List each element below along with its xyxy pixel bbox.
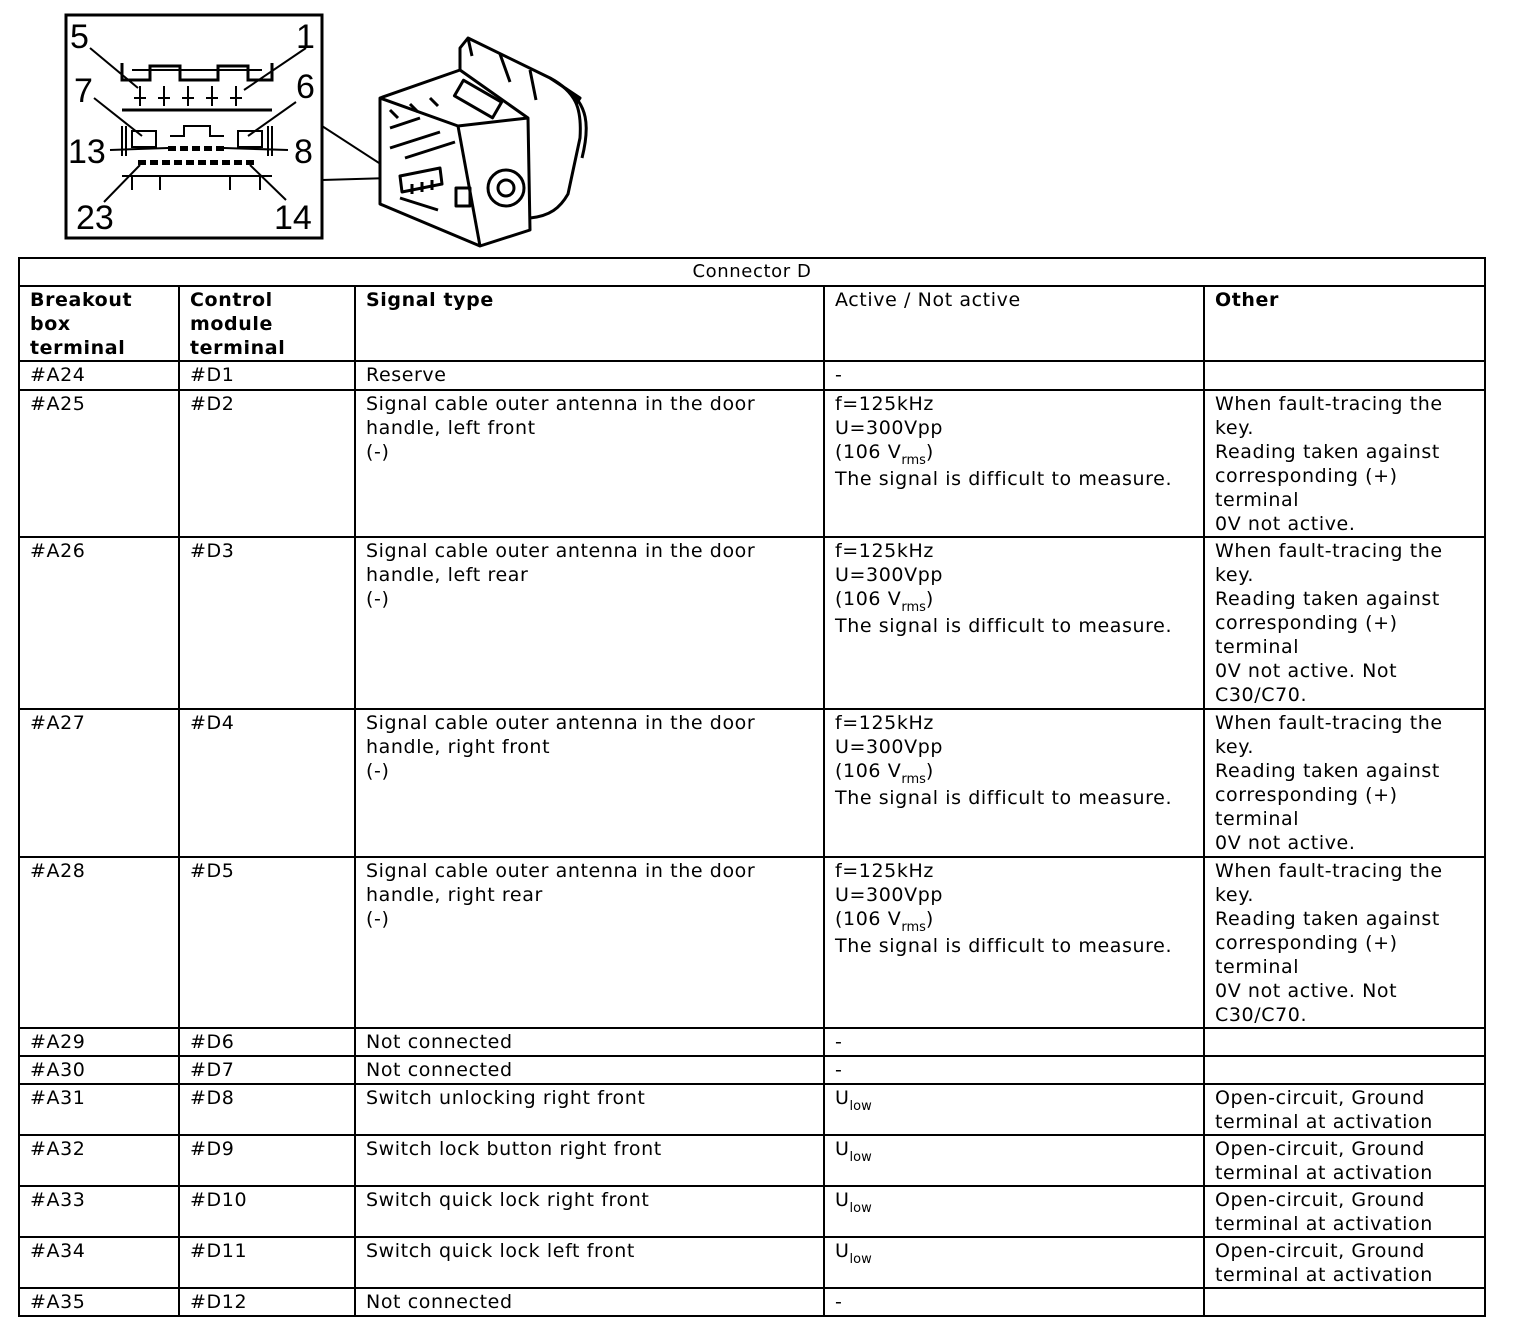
cell-breakout-terminal: #A30 [19, 1056, 179, 1084]
cell-control-terminal: #D8 [179, 1084, 355, 1135]
rms-subscript: rms [901, 920, 926, 935]
cell-signal-type: Not connected [355, 1028, 824, 1056]
cell-breakout-terminal: #A28 [19, 857, 179, 1028]
cell-active-not-active [824, 537, 1204, 709]
cell-control-terminal: #D9 [179, 1135, 355, 1186]
pin-label-5: 5 [70, 18, 89, 56]
u-symbol: U [835, 1189, 850, 1211]
connector-d-table [18, 257, 1486, 1317]
connector-3d-drawing [380, 38, 586, 246]
cell-active-not-active [824, 857, 1204, 1028]
cell-control-terminal: #D12 [179, 1288, 355, 1316]
rms-value: (106 V [835, 908, 902, 930]
cell-other: Open-circuit, Ground terminal at activation [1204, 1084, 1485, 1135]
u-subscript: low [849, 1099, 872, 1114]
cell-other: When fault-tracing the key. Reading taken against corresponding (+) terminal 0V not active. [1204, 390, 1485, 537]
cell-breakout-terminal: #A24 [19, 361, 179, 390]
cell-other: When fault-tracing the key. Reading taken against corresponding (+) terminal 0V not active. Not C30/C70. [1204, 857, 1485, 1028]
cell-control-terminal: #D6 [179, 1028, 355, 1056]
frequency-value: f=125kHz [835, 712, 934, 734]
cell-breakout-terminal: #A31 [19, 1084, 179, 1135]
voltage-value: U=300Vpp [835, 564, 944, 586]
cell-control-terminal: #D10 [179, 1186, 355, 1237]
cell-other: When fault-tracing the key. Reading taken against corresponding (+) terminal 0V not active. [1204, 709, 1485, 857]
pin-label-13: 13 [68, 133, 106, 171]
table-row [19, 1028, 1485, 1056]
rms-subscript: rms [901, 772, 926, 787]
table-caption: Connector D [19, 258, 1485, 286]
cell-control-terminal: #D11 [179, 1237, 355, 1288]
cell-breakout-terminal: #A27 [19, 709, 179, 857]
connector-illustration [60, 8, 600, 248]
cell-control-terminal: #D4 [179, 709, 355, 857]
pin-label-8: 8 [294, 133, 313, 171]
cell-breakout-terminal: #A26 [19, 537, 179, 709]
rms-close-paren: ) [925, 588, 934, 610]
cell-other: When fault-tracing the key. Reading taken against corresponding (+) terminal 0V not active. Not C30/C70. [1204, 537, 1485, 709]
measurement-note: The signal is difficult to measure. [835, 615, 1173, 637]
rms-close-paren: ) [925, 441, 934, 463]
cell-signal-type: Switch quick lock right front [355, 1186, 824, 1237]
cell-signal-type: Switch quick lock left front [355, 1237, 824, 1288]
rms-value: (106 V [835, 760, 902, 782]
table-row [19, 537, 1485, 709]
voltage-value: U=300Vpp [835, 417, 944, 439]
header-signal-type: Signal type [355, 286, 824, 361]
cell-breakout-terminal: #A32 [19, 1135, 179, 1186]
cell-other: Open-circuit, Ground terminal at activation [1204, 1186, 1485, 1237]
pin-label-1: 1 [296, 18, 315, 56]
cell-signal-type: Switch lock button right front [355, 1135, 824, 1186]
cell-signal-type: Switch unlocking right front [355, 1084, 824, 1135]
voltage-value: U=300Vpp [835, 736, 944, 758]
cell-breakout-terminal: #A33 [19, 1186, 179, 1237]
cell-control-terminal: #D7 [179, 1056, 355, 1084]
header-other: Other [1204, 286, 1485, 361]
cell-other: Open-circuit, Ground terminal at activation [1204, 1237, 1485, 1288]
rms-subscript: rms [901, 600, 926, 615]
frequency-value: f=125kHz [835, 540, 934, 562]
u-subscript: low [849, 1201, 872, 1216]
pin-label-6: 6 [296, 68, 315, 106]
table-row [19, 1135, 1485, 1186]
table-row [19, 1186, 1485, 1237]
frequency-value: f=125kHz [835, 393, 934, 415]
measurement-note: The signal is difficult to measure. [835, 787, 1173, 809]
cell-other [1204, 1028, 1485, 1056]
cell-signal-type: Signal cable outer antenna in the door handle, right front (-) [355, 709, 824, 857]
header-active-not-active: Active / Not active [824, 286, 1204, 361]
cell-other [1204, 1056, 1485, 1084]
cell-active-not-active [824, 709, 1204, 857]
cell-signal-type: Reserve [355, 361, 824, 390]
pin-label-14: 14 [274, 199, 312, 237]
cell-control-terminal: #D3 [179, 537, 355, 709]
table-row [19, 361, 1485, 390]
rms-value: (106 V [835, 588, 902, 610]
cell-signal-type: Signal cable outer antenna in the door handle, left front (-) [355, 390, 824, 537]
cell-other [1204, 1288, 1485, 1316]
u-subscript: low [849, 1252, 872, 1267]
cell-other [1204, 361, 1485, 390]
cell-active-not-active [824, 1084, 1204, 1135]
measurement-note: The signal is difficult to measure. [835, 468, 1173, 490]
u-symbol: U [835, 1087, 850, 1109]
frequency-value: f=125kHz [835, 860, 934, 882]
cell-signal-type: Not connected [355, 1288, 824, 1316]
cell-breakout-terminal: #A35 [19, 1288, 179, 1316]
table-body [19, 361, 1485, 1316]
cell-active-not-active: - [824, 1028, 1204, 1056]
cell-signal-type: Signal cable outer antenna in the door handle, right rear (-) [355, 857, 824, 1028]
cell-active-not-active [824, 1186, 1204, 1237]
cell-control-terminal: #D2 [179, 390, 355, 537]
table-row [19, 1288, 1485, 1316]
cell-active-not-active: - [824, 1056, 1204, 1084]
header-breakout-box-terminal: Breakout box terminal [19, 286, 179, 361]
cell-control-terminal: #D1 [179, 361, 355, 390]
cell-active-not-active [824, 1135, 1204, 1186]
rms-value: (106 V [835, 441, 902, 463]
cell-signal-type: Signal cable outer antenna in the door handle, left rear (-) [355, 537, 824, 709]
cell-breakout-terminal: #A25 [19, 390, 179, 537]
cell-active-not-active: - [824, 1288, 1204, 1316]
rms-subscript: rms [901, 453, 926, 468]
cell-control-terminal: #D5 [179, 857, 355, 1028]
cell-active-not-active [824, 390, 1204, 537]
table-row [19, 857, 1485, 1028]
cell-other: Open-circuit, Ground terminal at activation [1204, 1135, 1485, 1186]
u-subscript: low [849, 1150, 872, 1165]
cell-active-not-active: - [824, 361, 1204, 390]
u-symbol: U [835, 1138, 850, 1160]
pin-label-7: 7 [74, 72, 93, 110]
voltage-value: U=300Vpp [835, 884, 944, 906]
table-row [19, 390, 1485, 537]
rms-close-paren: ) [925, 908, 934, 930]
pin-label-23: 23 [76, 199, 114, 237]
header-control-module-terminal: Control module terminal [179, 286, 355, 361]
table-row [19, 1056, 1485, 1084]
rms-close-paren: ) [925, 760, 934, 782]
measurement-note: The signal is difficult to measure. [835, 935, 1173, 957]
cell-breakout-terminal: #A34 [19, 1237, 179, 1288]
u-symbol: U [835, 1240, 850, 1262]
cell-active-not-active [824, 1237, 1204, 1288]
cell-breakout-terminal: #A29 [19, 1028, 179, 1056]
table-row [19, 709, 1485, 857]
table-row [19, 1084, 1485, 1135]
table-row [19, 1237, 1485, 1288]
cell-signal-type: Not connected [355, 1056, 824, 1084]
